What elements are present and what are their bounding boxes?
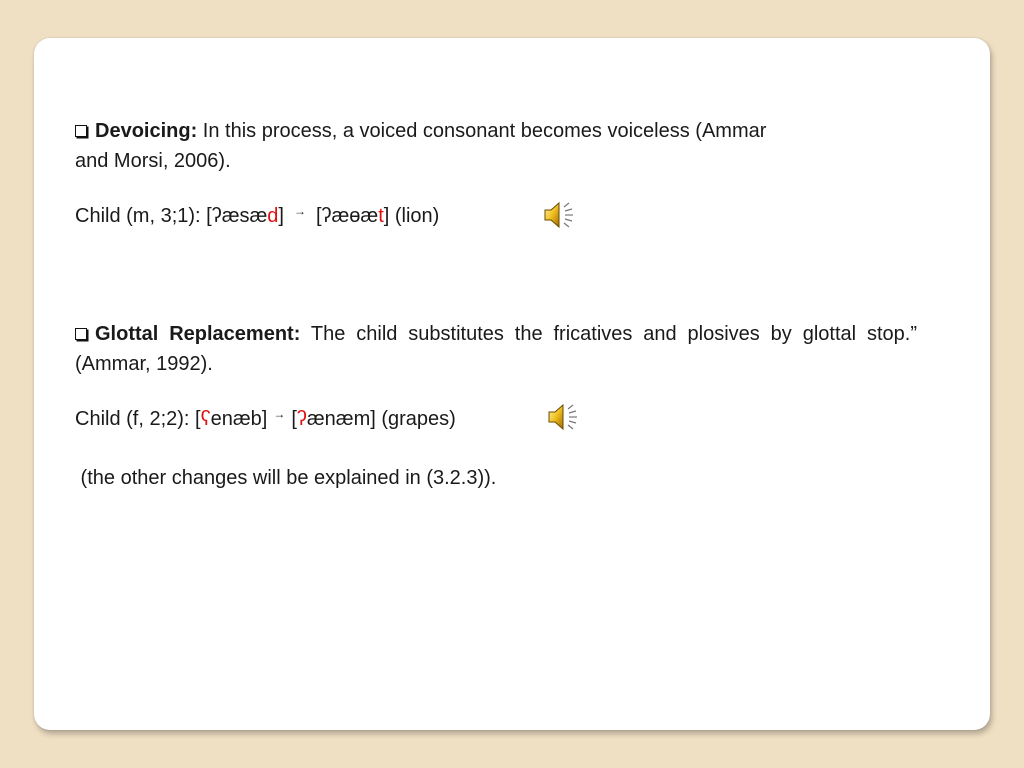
example-glottal-replacement: [75, 404, 917, 436]
example-devoicing: [75, 201, 917, 233]
example2-suffix: ænæm] (grapes): [306, 408, 456, 430]
example2-prefix: Child (f, 2;2): [: [75, 408, 201, 430]
speaker-icon[interactable]: [546, 400, 582, 434]
example1-highlight-t: t: [378, 205, 384, 227]
glottal-replacement-description: The child substitutes the fricatives and plosives by glottal stop.” (Ammar, 1992).: [75, 323, 917, 375]
example1-suffix: ] (lion): [383, 205, 440, 227]
glottal-replacement-paragraph: [75, 319, 917, 379]
devoicing-description-line2: and Morsi, 2006).: [75, 150, 231, 172]
example2-after-arrow: [: [291, 408, 297, 430]
example1-highlight-d: d: [267, 205, 279, 227]
speaker-icon[interactable]: [542, 198, 578, 232]
checkbox-bullet-icon: [75, 125, 87, 137]
example2-highlight-glottal: ʔ: [296, 408, 307, 430]
devoicing-term: Devoicing:: [95, 120, 198, 142]
example2-mid: enæb]: [210, 408, 268, 430]
example1-bracket: ]: [278, 205, 284, 227]
example1-prefix: Child (m, 3;1): [ʔæsæ: [75, 205, 268, 227]
devoicing-paragraph: [75, 116, 917, 176]
right-arrow-icon: →: [273, 407, 286, 421]
checkbox-bullet-icon: [75, 328, 87, 340]
right-arrow-icon: →: [293, 204, 306, 218]
slide: [34, 38, 990, 730]
example2-highlight-ayin: ʕ: [200, 408, 211, 430]
example1-after-arrow: [ʔæɵæ: [315, 205, 379, 227]
glottal-replacement-term: Glottal Replacement:: [95, 323, 301, 345]
devoicing-description-line1: In this process, a voiced consonant becomes voiceless (Ammar: [197, 120, 767, 142]
note-paragraph: (the other changes will be explained in (3.2.3)).: [75, 467, 497, 489]
